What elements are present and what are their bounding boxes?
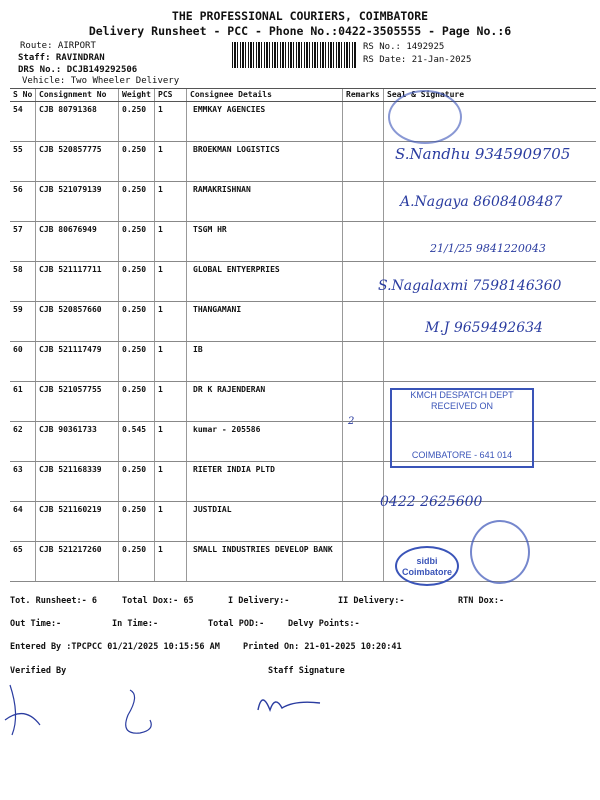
column-header: Seal & Signature [384,89,597,102]
verified-by: Verified By [10,666,67,676]
cell-name: THANGAMANI [187,302,343,342]
cell-wt: 0.545 [119,422,155,462]
cell-pcs: 1 [155,342,187,382]
signature-55: S.Nandhu 9345909705 [395,145,571,163]
cell-empty [343,422,384,462]
cell-wt: 0.250 [119,502,155,542]
company-name: THE PROFESSIONAL COURIERS, COIMBATORE [171,9,429,23]
cell-pcs: 1 [155,182,187,222]
cell-cn: CJB 521217260 [36,542,119,582]
column-header: S No [10,89,36,102]
rtn-dox: RTN Dox:- [458,596,505,606]
cell-sno: 55 [10,142,36,182]
cell-empty [343,102,384,142]
cell-sno: 63 [10,462,36,502]
cell-empty [343,462,384,502]
cell-empty [343,342,384,382]
cell-cn: CJB 521117711 [36,262,119,302]
cell-cn: CJB 90361733 [36,422,119,462]
cell-empty [343,142,384,182]
cell-wt: 0.250 [119,342,155,382]
stamp-line: COIMBATORE - 641 014 [411,450,513,460]
cell-name: RAMAKRISHNAN [187,182,343,222]
stamp-line: KMCH DESPATCH DEPT [410,390,514,400]
cell-cn: CJB 520857775 [36,142,119,182]
cell-pcs: 1 [155,102,187,142]
i-delivery: I Delivery:- [228,596,290,606]
cell-sno: 59 [10,302,36,342]
cell-sno: 56 [10,182,36,222]
total-pod: Total POD:- [208,619,265,629]
document-title: Delivery Runsheet - PCC - Phone No.:0422-3505555 - Page No.:6 [88,24,512,38]
signature-56: A.Nagaya 8608408487 [400,194,563,210]
round-seal-64 [470,520,530,584]
cell-name: DR K RAJENDERAN [187,382,343,422]
cell-empty [384,342,597,382]
drs-no: DRS No.: DCJB149292506 [18,65,138,75]
staff-signature: Staff Signature [268,666,345,676]
route: Route: AIRPORT [20,41,96,51]
table-row [10,342,596,382]
stamp-line: RECEIVED ON [430,401,493,411]
in-time: In Time:- [112,619,159,629]
column-header: Remarks [343,89,384,102]
cell-pcs: 1 [155,462,187,502]
cell-sno: 60 [10,342,36,382]
cell-wt: 0.250 [119,102,155,142]
cell-sno: 61 [10,382,36,422]
cell-name: BROEKMAN LOGISTICS [187,142,343,182]
cell-name: TSGM HR [187,222,343,262]
out-time: Out Time:- [10,619,62,629]
table-row [10,102,596,142]
rs-date: RS Date: 21-Jan-2025 [363,55,472,65]
signature-59: M.J 9659492634 [425,320,543,336]
cell-cn: CJB 521079139 [36,182,119,222]
cell-pcs: 1 [155,142,187,182]
column-header: Weight [119,89,155,102]
delvy-points: Delvy Points:- [288,619,360,629]
rs-no: RS No.: 1492925 [363,42,445,52]
signature-scribbles [0,680,600,760]
sidbi-seal: sidbi Coimbatore [395,546,459,586]
column-header: PCS [155,89,187,102]
printed-on: Printed On: 21-01-2025 10:20:41 [243,642,402,652]
signature-58: S.Nagalaxmi 7598146360 [378,278,562,294]
cell-name: JUSTDIAL [187,502,343,542]
cell-name: EMMKAY AGENCIES [187,102,343,142]
cell-cn: CJB 80676949 [36,222,119,262]
column-header: Consignee Details [187,89,343,102]
tot-runsheet: Tot. Runsheet:- 6 [10,596,97,606]
cell-sno: 64 [10,502,36,542]
total-dox: Total Dox:- 65 [122,596,194,606]
ii-delivery: II Delivery:- [338,596,405,606]
cell-name: kumar - 205586 [187,422,343,462]
cell-sno: 58 [10,262,36,302]
cell-wt: 0.250 [119,182,155,222]
cell-empty [343,502,384,542]
remark-62: 2 [348,416,355,427]
cell-sno: 57 [10,222,36,262]
cell-cn: CJB 521117479 [36,342,119,382]
cell-name: IB [187,342,343,382]
kmch-received-stamp [390,388,534,468]
cell-wt: 0.250 [119,142,155,182]
cell-wt: 0.250 [119,382,155,422]
cell-cn: CJB 521168339 [36,462,119,502]
cell-pcs: 1 [155,502,187,542]
cell-cn: CJB 521160219 [36,502,119,542]
cell-wt: 0.250 [119,262,155,302]
cell-name: SMALL INDUSTRIES DEVELOP BANK [187,542,343,582]
round-seal-54 [388,90,462,144]
cell-empty [343,182,384,222]
cell-pcs: 1 [155,302,187,342]
cell-name: RIETER INDIA PLTD [187,462,343,502]
signature-63: 0422 2625600 [380,494,483,510]
cell-wt: 0.250 [119,462,155,502]
cell-pcs: 1 [155,382,187,422]
entered-by: Entered By :TPCPCC 01/21/2025 10:15:56 AM [10,642,220,652]
cell-sno: 65 [10,542,36,582]
signature-57: 21/1/25 9841220043 [430,242,546,255]
cell-pcs: 1 [155,262,187,302]
column-header: Consignment No [36,89,119,102]
cell-pcs: 1 [155,222,187,262]
cell-cn: CJB 80791368 [36,102,119,142]
cell-pcs: 1 [155,422,187,462]
barcode [232,42,356,68]
cell-cn: CJB 520857660 [36,302,119,342]
staff: Staff: RAVINDRAN [18,53,105,63]
cell-wt: 0.250 [119,542,155,582]
cell-empty [343,542,384,582]
cell-wt: 0.250 [119,302,155,342]
cell-wt: 0.250 [119,222,155,262]
cell-empty [343,222,384,262]
vehicle: Vehicle: Two Wheeler Delivery [22,76,180,86]
cell-sno: 62 [10,422,36,462]
cell-empty [343,302,384,342]
cell-cn: CJB 521057755 [36,382,119,422]
cell-name: GLOBAL ENTYERPRIES [187,262,343,302]
cell-pcs: 1 [155,542,187,582]
cell-sno: 54 [10,102,36,142]
